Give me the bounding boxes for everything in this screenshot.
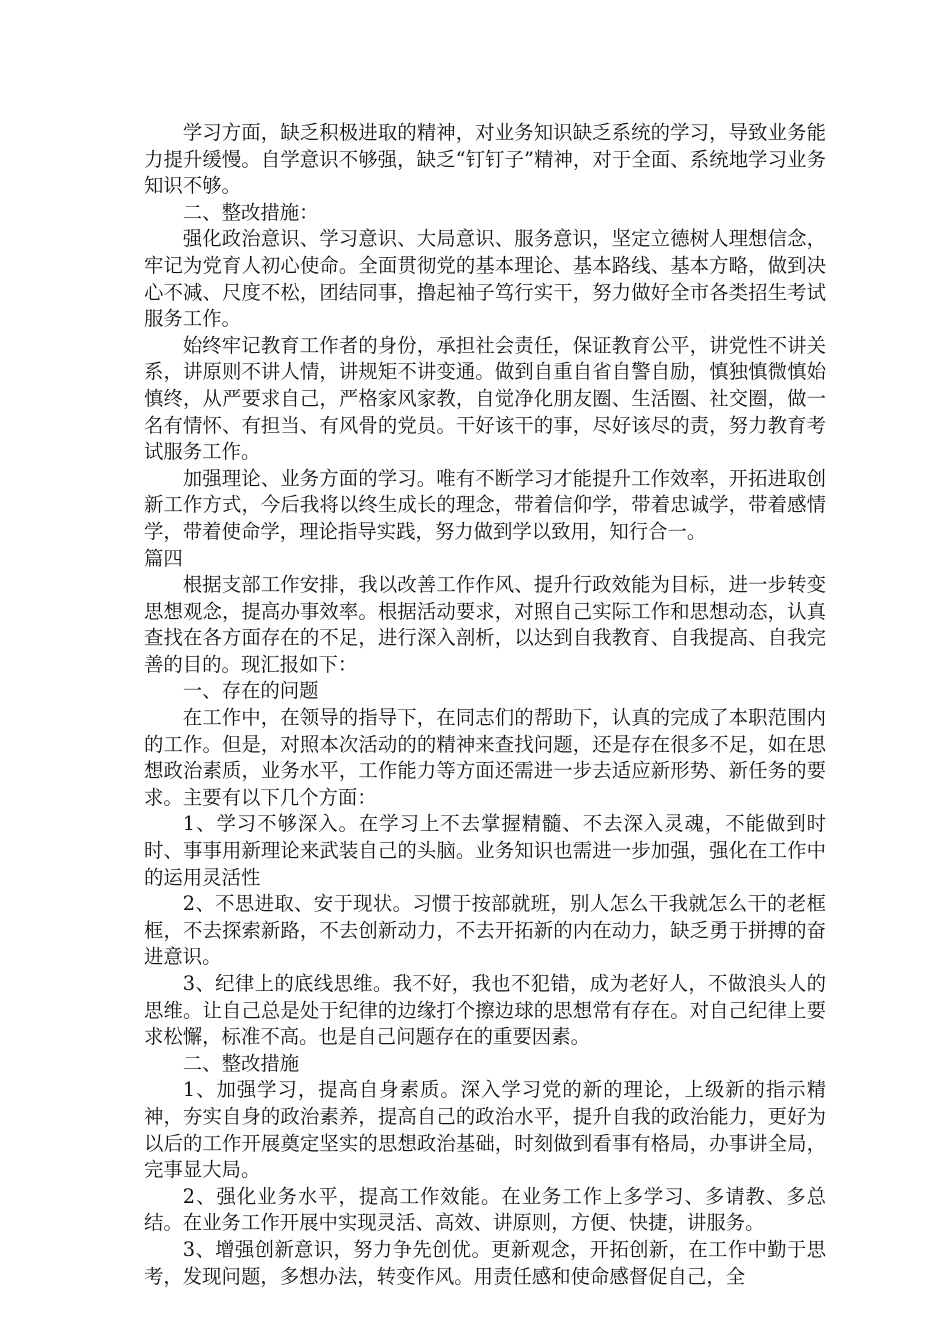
list-item-problem-3: 3、纪律上的底线思维。我不好，我也不犯错，成为老好人，不做浪头人的思维。让自己总是处于纪律的边缘打个擦边球的思想常有存在。对自己纪律上要求松懈，标准不高。也是自己问题存在的重要因素。 — [144, 972, 826, 1049]
paragraph-strengthen-learning: 加强理论、业务方面的学习。唯有不断学习才能提升工作效率，开拓进取创新工作方式，今后我将以终生成长的理念，带着信仰学，带着忠诚学，带着感情学，带着使命学，理论指导实践，努力做到学以致用，知行合一。 — [144, 466, 826, 543]
list-item-problem-2: 2、不思进取、安于现状。习惯于按部就班，别人怎么干我就怎么干的老框框，不去探索新路，不去创新动力，不去开拓新的内在动力，缺乏勇于拼搏的奋进意识。 — [144, 892, 826, 969]
heading-existing-problems: 一、存在的问题 — [182, 679, 319, 703]
section-title-part-four: 篇四 — [144, 546, 183, 570]
heading-rectification-measures: 二、整改措施： — [182, 200, 319, 224]
paragraph-political-awareness: 强化政治意识、学习意识、大局意识、服务意识，坚定立德树人理想信念，牢记为党育人初心使命。全面贯彻党的基本理论、基本路线、基本方略，做到决心不减、尺度不松，团结同事，撸起袖子笃行实干，努力做好全市各类招生考试服务工作。 — [144, 227, 826, 331]
list-item-measure-3: 3、增强创新意识，努力争先创优。更新观念，开拓创新，在工作中勤于思考，发现问题，多想办法，转变作风。用责任感和使命感督促自己，全 — [144, 1237, 826, 1288]
paragraph-educator-identity: 始终牢记教育工作者的身份，承担社会责任，保证教育公平，讲党性不讲关系，讲原则不讲人情，讲规矩不讲变通。做到自重自省自警自励，慎独慎微慎始慎终，从严要求自己，严格家风家教，自觉净化朋友圈、生活圈、社交圈，做一名有情怀、有担当、有风骨的党员。干好该干的事，尽好该尽的责，努力教育考试服务工作。 — [144, 333, 826, 464]
document-body — [144, 120, 826, 1290]
heading-rectification-measures-2: 二、整改措施 — [182, 1051, 300, 1075]
paragraph-intro-report: 根据支部工作安排，我以改善工作作风、提升行政效能为目标，进一步转变思想观念，提高办事效率。根据活动要求，对照自己实际工作和思想动态，认真查找在各方面存在的不足，进行深入剖析，以达到自我教育、自我提高、自我完善的目的。现汇报如下： — [144, 573, 826, 676]
list-item-problem-1: 1、学习不够深入。在学习上不去掌握精髓、不去深入灵魂，不能做到时时、事事用新理论来武装自己的头脑。业务知识也需进一步加强，强化在工作中的运用灵活性 — [144, 812, 826, 889]
list-item-measure-1: 1、加强学习，提高自身素质。深入学习党的新的理论，上级新的指示精神，夯实自身的政治素养，提高自己的政治水平，提升自我的政治能力，更好为以后的工作开展奠定坚实的思想政治基础，时刻做到看事有格局，办事讲全局，完事显大局。 — [144, 1078, 826, 1182]
paragraph-problems-overview: 在工作中，在领导的指导下，在同志们的帮助下，认真的完成了本职范围内的工作。但是，对照本次活动的的精神来查找问题，还是存在很多不足，如在思想政治素质，业务水平，工作能力等方面还需进一步去适应新形势、新任务的要求。主要有以下几个方面： — [144, 706, 826, 809]
list-item-measure-2: 2、强化业务水平，提高工作效能。在业务工作上多学习、多请教、多总结。在业务工作开展中实现灵活、高效、讲原则，方便、快捷，讲服务。 — [144, 1184, 826, 1235]
paragraph-study-shortcomings: 学习方面，缺乏积极进取的精神，对业务知识缺乏系统的学习，导致业务能力提升缓慢。自学意识不够强，缺乏“钉钉子”精神，对于全面、系统地学习业务知识不够。 — [144, 121, 826, 198]
